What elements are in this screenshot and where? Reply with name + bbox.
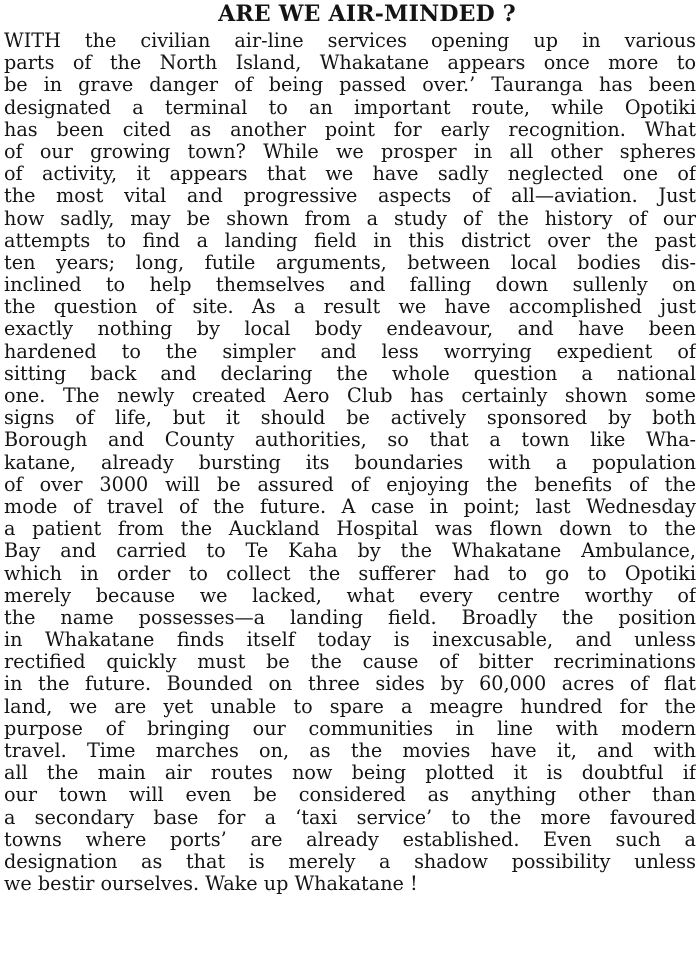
article-line: land, we are yet unable to spare a meagre hundred for the	[4, 695, 696, 718]
article-line: we bestir ourselves. Wake up Whakatane !	[4, 873, 418, 896]
article-line: travel. Time marches on, as the movies have it, and with	[4, 740, 696, 762]
article-line: mode of travel of the future. A case in point; last Wednesday	[4, 495, 696, 518]
article-line: be in grave danger of being passed over.’ Tauranga has been	[4, 74, 696, 97]
article-line: exactly nothing by local body endeavour, and have been	[4, 318, 696, 341]
article-line: sitting back and declaring the whole question a national	[4, 362, 696, 385]
article-line: has been cited as another point for early recognition. What	[4, 118, 696, 141]
article-line: the name possesses—a landing field. Broadly the position	[4, 606, 696, 629]
article-line: the question of site. As a result we have accomplished just	[4, 296, 696, 319]
article-line: Borough and County authorities, so that a town like Wha-	[4, 429, 696, 452]
article-line: towns where ports’ are already established. Even such a	[4, 828, 696, 851]
article-line: parts of the North Island, Whakatane appears once more to	[4, 52, 696, 75]
article-line: a secondary base for a ‘taxi service’ to the more favoured	[4, 806, 696, 829]
article-line: attempts to find a landing field in this district over the past	[4, 229, 696, 252]
article-line: merely because we lacked, what every centre worthy of	[4, 584, 696, 607]
article-line: in the future. Bounded on three sides by 60,000 acres of flat	[4, 673, 696, 696]
article-line: Bay and carried to Te Kaha by the Whakatane Ambulance,	[4, 540, 696, 563]
article-body	[4, 30, 696, 895]
article-line: how sadly, may be shown from a study of the history of our	[4, 207, 696, 230]
article-line: signs of life, but it should be actively sponsored by both	[4, 407, 696, 430]
article-line: all the main air routes now being plotted it is doubtful if	[4, 762, 696, 785]
article-line: a patient from the Auckland Hospital was flown down to the	[4, 518, 696, 541]
article-line: ten years; long, futile arguments, between local bodies dis-	[4, 251, 696, 274]
article-line: katane, already bursting its boundaries with a population	[4, 451, 696, 474]
article-line: designated a terminal to an important route, while Opotiki	[4, 96, 696, 119]
article-line: one. The newly created Aero Club has certainly shown some	[4, 385, 696, 407]
article-line: designation as that is merely a shadow possibility unless	[4, 850, 696, 873]
article-headline: ARE WE AIR-MINDED ?	[218, 1, 516, 27]
article-line: of our growing town? While we prosper in all other spheres	[4, 140, 696, 163]
article-line: of over 3000 will be assured of enjoying the benefits of the	[4, 473, 696, 496]
article-line: of activity, it appears that we have sadly neglected one of	[4, 163, 696, 186]
article-line: the most vital and progressive aspects of all—aviation. Just	[4, 185, 696, 208]
article-line: hardened to the simpler and less worrying expedient of	[4, 340, 696, 363]
article-line: rectified quickly must be the cause of bitter recriminations	[4, 651, 696, 674]
article-line: WITH the civilian air-line services opening up in various	[4, 30, 696, 52]
article-line: our town will even be considered as anything other than	[4, 784, 696, 807]
article-line: in Whakatane finds itself today is inexcusable, and unless	[4, 629, 696, 652]
article-line: inclined to help themselves and falling down sullenly on	[4, 274, 696, 297]
article-line: which in order to collect the sufferer had to go to Opotiki	[4, 562, 696, 585]
article-line: purpose of bringing our communities in line with modern	[4, 717, 696, 740]
newspaper-article	[4, 0, 696, 954]
